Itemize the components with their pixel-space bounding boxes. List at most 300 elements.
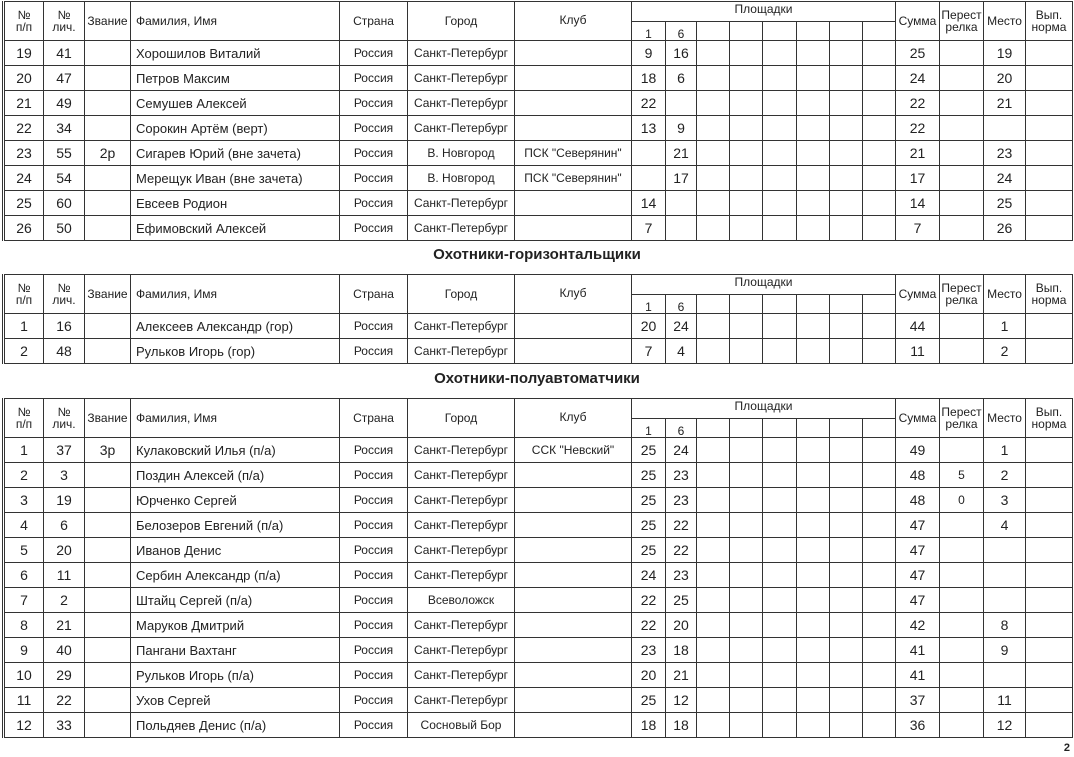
cell-ground-empty	[797, 191, 830, 216]
header-name: Фамилия, Имя	[131, 2, 340, 41]
cell-ground-empty	[763, 314, 797, 339]
cell-personal-num: 54	[44, 166, 85, 191]
cell-name: Сорокин Артём (верт)	[131, 116, 340, 141]
cell-ground-6: 20	[666, 613, 697, 638]
cell-personal-num: 21	[44, 613, 85, 638]
cell-ground-empty	[730, 41, 763, 66]
cell-name: Рульков Игорь (гор)	[131, 339, 340, 364]
cell-city: Санкт-Петербург	[408, 688, 515, 713]
table-row	[4, 538, 1073, 563]
cell-country: Россия	[340, 713, 408, 738]
cell-ground-empty	[697, 91, 730, 116]
cell-ground-empty	[763, 688, 797, 713]
cell-place: 9	[984, 638, 1026, 663]
header-num	[4, 275, 44, 314]
header-ground	[730, 22, 763, 41]
cell-shootoff	[940, 538, 984, 563]
cell-ground-empty	[697, 638, 730, 663]
cell-country: Россия	[340, 588, 408, 613]
cell-ground-6: 22	[666, 538, 697, 563]
cell-ground-empty	[863, 216, 896, 241]
cell-ground-empty	[863, 688, 896, 713]
cell-rank	[85, 66, 131, 91]
table-row	[4, 91, 1073, 116]
cell-shootoff: 5	[940, 463, 984, 488]
cell-norm	[1026, 41, 1073, 66]
cell-city: Санкт-Петербург	[408, 116, 515, 141]
cell-ground-empty	[830, 488, 863, 513]
cell-ground-empty	[797, 588, 830, 613]
cell-ground-empty	[697, 66, 730, 91]
cell-place: 8	[984, 613, 1026, 638]
cell-country: Россия	[340, 438, 408, 463]
cell-norm	[1026, 713, 1073, 738]
cell-ground-empty	[863, 314, 896, 339]
cell-city: Санкт-Петербург	[408, 663, 515, 688]
cell-ground-6	[666, 191, 697, 216]
cell-city: Сосновый Бор	[408, 713, 515, 738]
cell-place: 23	[984, 141, 1026, 166]
cell-ground-1: 23	[632, 638, 666, 663]
cell-norm	[1026, 663, 1073, 688]
cell-name: Кулаковский Илья (п/а)	[131, 438, 340, 463]
cell-city: Санкт-Петербург	[408, 91, 515, 116]
cell-city: Санкт-Петербург	[408, 613, 515, 638]
cell-place: 21	[984, 91, 1026, 116]
cell-city: Санкт-Петербург	[408, 438, 515, 463]
cell-ground-1: 9	[632, 41, 666, 66]
header-ground	[797, 22, 830, 41]
cell-club	[515, 314, 632, 339]
cell-ground-empty	[863, 513, 896, 538]
cell-ground-empty	[730, 191, 763, 216]
cell-norm	[1026, 563, 1073, 588]
cell-name: Маруков Дмитрий	[131, 613, 340, 638]
cell-ground-1: 7	[632, 216, 666, 241]
header-norm-line1: Вып.	[1035, 281, 1063, 295]
table-row	[4, 339, 1073, 364]
cell-ground-empty	[797, 713, 830, 738]
cell-ground-empty	[763, 463, 797, 488]
cell-ground-empty	[763, 191, 797, 216]
cell-ground-empty	[830, 638, 863, 663]
header-num-line2: п/п	[15, 417, 33, 431]
header-ground: 1	[632, 22, 666, 41]
cell-ground-empty	[763, 91, 797, 116]
header-shootoff-line2: релка	[945, 20, 978, 34]
cell-city: Санкт-Петербург	[408, 488, 515, 513]
cell-club	[515, 563, 632, 588]
header-rank: Звание	[85, 275, 131, 314]
cell-ground-empty	[763, 166, 797, 191]
cell-sum: 7	[896, 216, 940, 241]
cell-ground-empty	[730, 588, 763, 613]
cell-place	[984, 538, 1026, 563]
cell-ground-empty	[730, 538, 763, 563]
cell-ground-6: 25	[666, 588, 697, 613]
cell-country: Россия	[340, 141, 408, 166]
cell-club	[515, 91, 632, 116]
cell-num: 19	[4, 41, 44, 66]
header-grounds: Площадки	[632, 2, 896, 22]
cell-ground-6: 16	[666, 41, 697, 66]
cell-sum: 11	[896, 339, 940, 364]
cell-ground-1: 7	[632, 339, 666, 364]
cell-shootoff	[940, 41, 984, 66]
header-ground	[697, 22, 730, 41]
cell-ground-empty	[763, 713, 797, 738]
header-shootoff-line1: Перест	[941, 8, 982, 22]
page-number: 2	[1063, 742, 1070, 754]
table-row	[4, 191, 1073, 216]
cell-club	[515, 688, 632, 713]
cell-ground-6: 23	[666, 563, 697, 588]
cell-sum: 47	[896, 563, 940, 588]
cell-ground-empty	[763, 141, 797, 166]
cell-club	[515, 663, 632, 688]
header-num-line1: №	[17, 405, 31, 419]
cell-sum: 44	[896, 314, 940, 339]
cell-personal-num: 34	[44, 116, 85, 141]
cell-ground-empty	[830, 91, 863, 116]
header-ground	[830, 295, 863, 314]
cell-ground-empty	[830, 513, 863, 538]
cell-num: 12	[4, 713, 44, 738]
cell-rank	[85, 463, 131, 488]
header-ground	[863, 22, 896, 41]
header-place: Место	[984, 275, 1026, 314]
cell-shootoff	[940, 116, 984, 141]
header-ground: 1	[632, 295, 666, 314]
table-row	[4, 713, 1073, 738]
cell-club	[515, 488, 632, 513]
cell-ground-1	[632, 166, 666, 191]
header-club: Клуб	[515, 2, 632, 41]
cell-place: 1	[984, 314, 1026, 339]
cell-shootoff	[940, 688, 984, 713]
header-norm	[1026, 2, 1073, 41]
cell-ground-empty	[697, 339, 730, 364]
cell-sum: 22	[896, 91, 940, 116]
cell-ground-empty	[763, 663, 797, 688]
cell-ground-empty	[763, 588, 797, 613]
cell-club: ПСК "Северянин"	[515, 166, 632, 191]
cell-ground-empty	[730, 488, 763, 513]
cell-num: 21	[4, 91, 44, 116]
cell-ground-empty	[697, 538, 730, 563]
cell-ground-1: 25	[632, 513, 666, 538]
cell-ground-empty	[797, 563, 830, 588]
cell-ground-empty	[863, 663, 896, 688]
cell-ground-1: 20	[632, 314, 666, 339]
cell-ground-empty	[830, 538, 863, 563]
cell-ground-empty	[697, 314, 730, 339]
cell-num: 2	[4, 463, 44, 488]
cell-num: 10	[4, 663, 44, 688]
cell-norm	[1026, 166, 1073, 191]
header-norm	[1026, 275, 1073, 314]
cell-shootoff	[940, 713, 984, 738]
cell-ground-empty	[863, 66, 896, 91]
cell-ground-empty	[730, 438, 763, 463]
cell-name: Поздин Алексей (п/а)	[131, 463, 340, 488]
header-sum: Сумма	[896, 275, 940, 314]
cell-ground-empty	[763, 538, 797, 563]
section-title-semiauto: Охотники-полуавтоматчики	[434, 370, 640, 387]
cell-club	[515, 191, 632, 216]
cell-personal-num: 50	[44, 216, 85, 241]
cell-country: Россия	[340, 191, 408, 216]
cell-city: Санкт-Петербург	[408, 538, 515, 563]
cell-ground-6: 12	[666, 688, 697, 713]
cell-ground-empty	[797, 688, 830, 713]
header-ground: 6	[666, 419, 697, 438]
cell-ground-empty	[697, 713, 730, 738]
cell-sum: 47	[896, 538, 940, 563]
header-num-line2: п/п	[15, 293, 33, 307]
header-norm-line1: Вып.	[1035, 405, 1063, 419]
cell-personal-num: 40	[44, 638, 85, 663]
header-ground	[797, 295, 830, 314]
cell-rank	[85, 91, 131, 116]
cell-ground-empty	[730, 663, 763, 688]
header-personal-num-line1: №	[57, 8, 71, 22]
cell-ground-6: 23	[666, 463, 697, 488]
cell-shootoff	[940, 588, 984, 613]
cell-country: Россия	[340, 538, 408, 563]
table-row	[4, 314, 1073, 339]
cell-shootoff	[940, 166, 984, 191]
table-row	[4, 66, 1073, 91]
cell-place: 2	[984, 463, 1026, 488]
cell-sum: 48	[896, 488, 940, 513]
header-rank: Звание	[85, 399, 131, 438]
cell-ground-1: 22	[632, 91, 666, 116]
cell-ground-empty	[797, 41, 830, 66]
header-row	[4, 2, 1073, 22]
cell-ground-1: 18	[632, 713, 666, 738]
cell-sum: 22	[896, 116, 940, 141]
table-row	[4, 638, 1073, 663]
cell-city: Санкт-Петербург	[408, 563, 515, 588]
header-norm-line2: норма	[1031, 417, 1067, 431]
cell-country: Россия	[340, 41, 408, 66]
cell-personal-num: 2	[44, 588, 85, 613]
cell-ground-empty	[830, 438, 863, 463]
cell-ground-empty	[763, 513, 797, 538]
header-sum: Сумма	[896, 2, 940, 41]
cell-ground-empty	[697, 563, 730, 588]
cell-city: Санкт-Петербург	[408, 41, 515, 66]
header-shootoff	[940, 399, 984, 438]
header-norm-line2: норма	[1031, 293, 1067, 307]
header-personal-num-line1: №	[57, 281, 71, 295]
cell-sum: 24	[896, 66, 940, 91]
cell-rank	[85, 488, 131, 513]
header-ground	[763, 22, 797, 41]
cell-club	[515, 513, 632, 538]
cell-ground-empty	[763, 613, 797, 638]
cell-ground-empty	[863, 91, 896, 116]
header-place: Место	[984, 399, 1026, 438]
cell-country: Россия	[340, 166, 408, 191]
cell-ground-empty	[730, 713, 763, 738]
cell-shootoff	[940, 216, 984, 241]
header-personal-num	[44, 2, 85, 41]
cell-norm	[1026, 191, 1073, 216]
cell-num: 24	[4, 166, 44, 191]
cell-ground-empty	[863, 613, 896, 638]
cell-personal-num: 11	[44, 563, 85, 588]
cell-rank	[85, 216, 131, 241]
cell-ground-empty	[763, 638, 797, 663]
cell-name: Алексеев Александр (гор)	[131, 314, 340, 339]
cell-ground-empty	[797, 638, 830, 663]
cell-ground-empty	[730, 688, 763, 713]
cell-name: Хорошилов Виталий	[131, 41, 340, 66]
header-ground	[797, 419, 830, 438]
header-ground: 6	[666, 295, 697, 314]
cell-ground-empty	[863, 538, 896, 563]
cell-country: Россия	[340, 488, 408, 513]
cell-ground-empty	[763, 438, 797, 463]
cell-name: Сигарев Юрий (вне зачета)	[131, 141, 340, 166]
header-shootoff-line2: релка	[945, 293, 978, 307]
cell-ground-1: 25	[632, 438, 666, 463]
cell-ground-empty	[697, 463, 730, 488]
cell-personal-num: 16	[44, 314, 85, 339]
cell-rank	[85, 116, 131, 141]
table-row	[4, 41, 1073, 66]
header-grounds: Площадки	[632, 399, 896, 419]
header-shootoff	[940, 2, 984, 41]
cell-norm	[1026, 613, 1073, 638]
cell-norm	[1026, 513, 1073, 538]
cell-ground-empty	[730, 638, 763, 663]
cell-norm	[1026, 91, 1073, 116]
cell-ground-empty	[863, 339, 896, 364]
cell-norm	[1026, 463, 1073, 488]
cell-place: 4	[984, 513, 1026, 538]
cell-ground-6	[666, 91, 697, 116]
cell-norm	[1026, 216, 1073, 241]
cell-personal-num: 60	[44, 191, 85, 216]
cell-name: Ухов Сергей	[131, 688, 340, 713]
header-row	[4, 275, 1073, 295]
cell-ground-empty	[697, 688, 730, 713]
cell-club	[515, 339, 632, 364]
cell-num: 6	[4, 563, 44, 588]
cell-num: 20	[4, 66, 44, 91]
cell-ground-empty	[730, 613, 763, 638]
cell-city: Санкт-Петербург	[408, 191, 515, 216]
cell-rank	[85, 713, 131, 738]
cell-ground-6: 24	[666, 314, 697, 339]
results-table	[2, 274, 1073, 364]
header-ground	[863, 419, 896, 438]
cell-country: Россия	[340, 613, 408, 638]
cell-personal-num: 20	[44, 538, 85, 563]
cell-ground-empty	[830, 663, 863, 688]
cell-rank	[85, 613, 131, 638]
header-club: Клуб	[515, 275, 632, 314]
cell-norm	[1026, 588, 1073, 613]
cell-rank	[85, 339, 131, 364]
cell-city: Всеволожск	[408, 588, 515, 613]
header-rank: Звание	[85, 2, 131, 41]
cell-ground-empty	[830, 41, 863, 66]
cell-ground-empty	[697, 166, 730, 191]
cell-num: 23	[4, 141, 44, 166]
cell-ground-empty	[763, 488, 797, 513]
header-city: Город	[408, 399, 515, 438]
header-ground	[830, 22, 863, 41]
cell-ground-empty	[797, 91, 830, 116]
cell-personal-num: 22	[44, 688, 85, 713]
cell-shootoff	[940, 563, 984, 588]
header-shootoff-line2: релка	[945, 417, 978, 431]
cell-ground-empty	[730, 339, 763, 364]
cell-place	[984, 116, 1026, 141]
cell-name: Сербин Александр (п/а)	[131, 563, 340, 588]
cell-sum: 14	[896, 191, 940, 216]
cell-ground-empty	[830, 688, 863, 713]
table-row	[4, 488, 1073, 513]
cell-shootoff	[940, 613, 984, 638]
cell-ground-6: 17	[666, 166, 697, 191]
cell-club	[515, 66, 632, 91]
cell-ground-empty	[730, 116, 763, 141]
cell-num: 2	[4, 339, 44, 364]
cell-ground-6: 24	[666, 438, 697, 463]
header-norm	[1026, 399, 1073, 438]
cell-ground-6: 21	[666, 663, 697, 688]
table-row	[4, 588, 1073, 613]
header-num-line1: №	[17, 281, 31, 295]
table-row	[4, 166, 1073, 191]
header-personal-num	[44, 275, 85, 314]
cell-norm	[1026, 688, 1073, 713]
cell-num: 1	[4, 438, 44, 463]
cell-shootoff	[940, 513, 984, 538]
cell-sum: 21	[896, 141, 940, 166]
cell-ground-empty	[863, 713, 896, 738]
cell-ground-6: 22	[666, 513, 697, 538]
cell-ground-empty	[830, 314, 863, 339]
cell-personal-num: 41	[44, 41, 85, 66]
cell-shootoff	[940, 141, 984, 166]
cell-country: Россия	[340, 314, 408, 339]
header-personal-num-line2: лич.	[52, 20, 76, 34]
header-city: Город	[408, 275, 515, 314]
cell-country: Россия	[340, 116, 408, 141]
cell-norm	[1026, 141, 1073, 166]
cell-club	[515, 588, 632, 613]
cell-ground-empty	[697, 438, 730, 463]
header-ground	[697, 295, 730, 314]
header-ground	[830, 419, 863, 438]
cell-ground-empty	[797, 438, 830, 463]
cell-ground-empty	[797, 663, 830, 688]
cell-rank	[85, 638, 131, 663]
header-num	[4, 399, 44, 438]
cell-rank: 3р	[85, 438, 131, 463]
cell-num: 4	[4, 513, 44, 538]
header-ground	[863, 295, 896, 314]
cell-city: В. Новгород	[408, 166, 515, 191]
cell-ground-empty	[697, 116, 730, 141]
cell-norm	[1026, 339, 1073, 364]
